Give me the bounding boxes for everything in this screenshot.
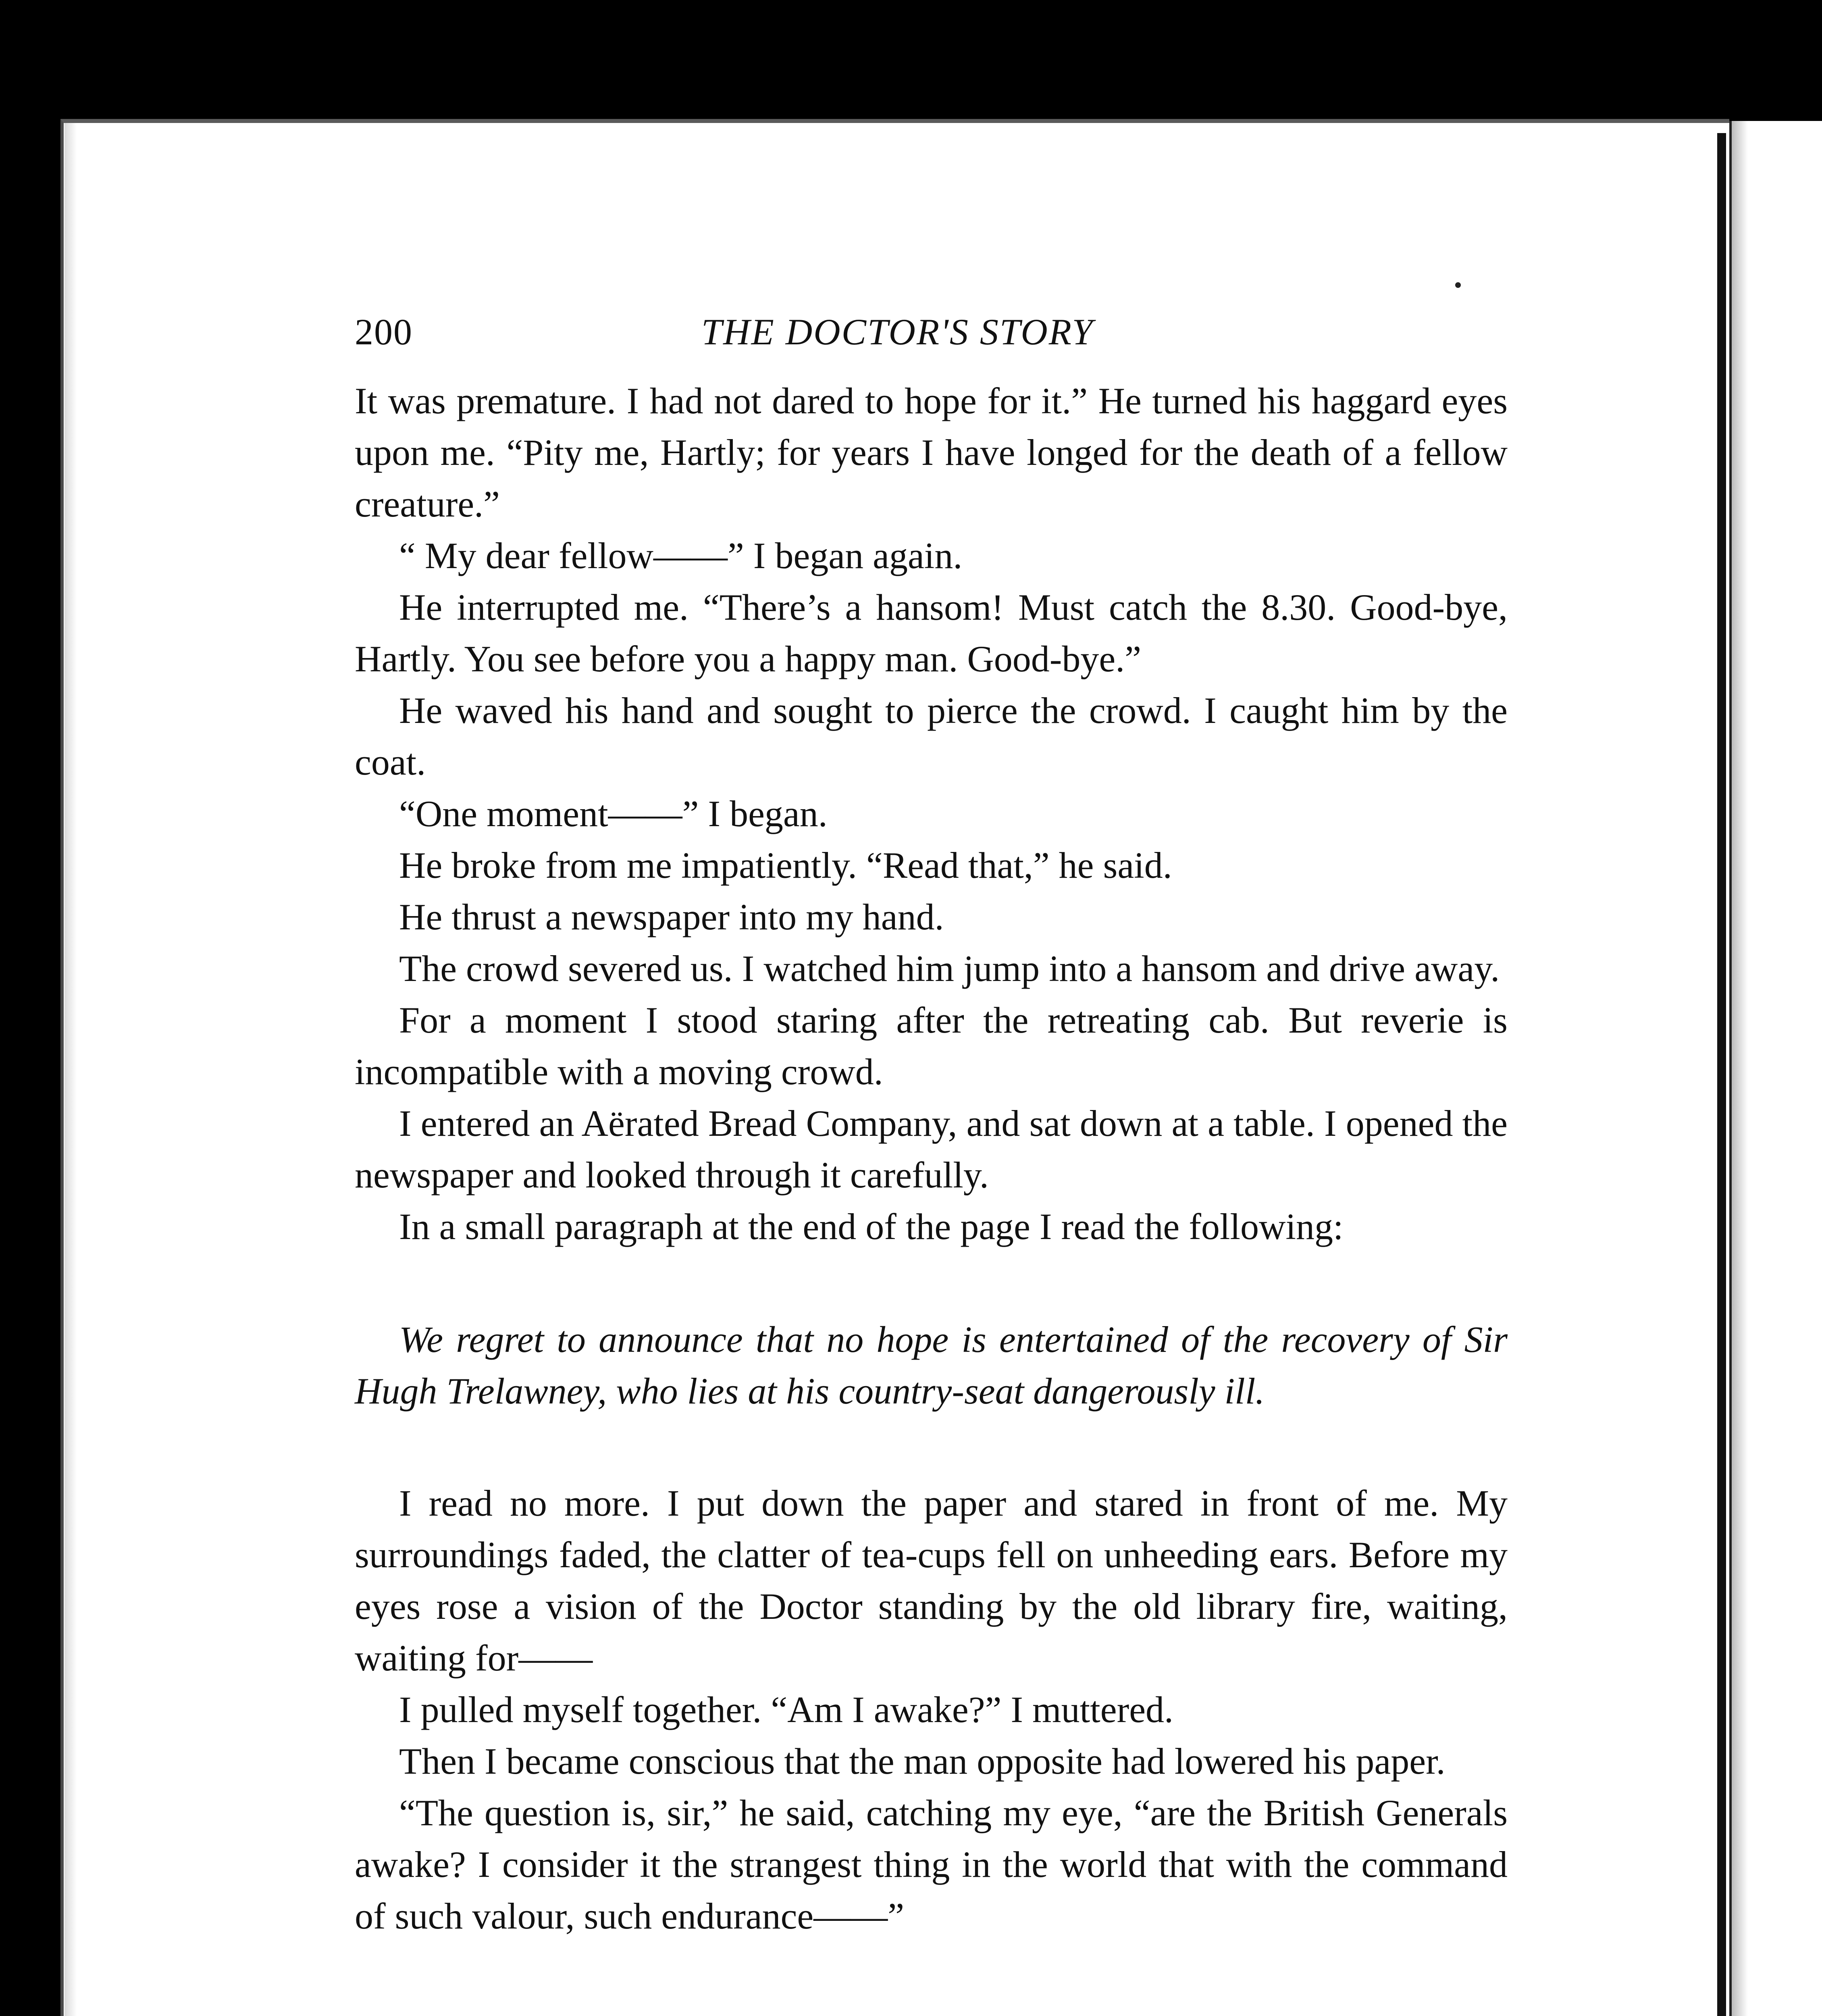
paragraph: The crowd severed us. I watched him jump into a hansom and drive away.	[399, 948, 1500, 989]
paragraph: He broke from me impatiently. “Read that,” he said.	[399, 845, 1172, 886]
paragraph: “ My dear fellow——” I began again.	[399, 535, 963, 576]
paragraph: In a small paragraph at the end of the page I read the following:	[399, 1206, 1344, 1247]
page-header	[355, 310, 1508, 359]
paragraph: I entered an Aërated Bread Company, and sat down at a table. I opened the newspaper and looked through it carefully.	[355, 1103, 1508, 1195]
paragraph: He interrupted me. “There’s a hansom! Must catch the 8.30. Good-bye, Hartly. You see before you a happy man. Good-bye.”	[355, 587, 1508, 679]
paragraph: “One moment——” I began.	[399, 793, 828, 834]
paragraph: Then I became conscious that the man opposite had lowered his paper.	[399, 1741, 1446, 1782]
paragraph: “The question is, sir,” he said, catching my eye, “are the British Generals awake? I consider it the strangest thing in the world that with the command of such valour, such endurance——”	[355, 1792, 1508, 1937]
page-gutter	[1717, 133, 1726, 2016]
running-head: THE DOCTOR'S STORY	[701, 311, 1094, 352]
dust-speck	[1455, 282, 1461, 288]
newspaper-quote: We regret to announce that no hope is entertained of the recovery of Sir Hugh Trelawney, who lies at his country-seat dangerously ill.	[355, 1319, 1508, 1412]
paragraph: For a moment I stood staring after the retreating cab. But reverie is incompatible with a moving crowd.	[355, 1000, 1508, 1092]
paragraph: He thrust a newspaper into my hand.	[399, 896, 944, 937]
paragraph: I read no more. I put down the paper and stared in front of me. My surroundings faded, the clatter of tea-cups fell on unheeding ears. Before my eyes rose a vision of the Doctor standing by the old library fire, waiting, waiting for——	[355, 1483, 1508, 1679]
page-binding-shadow	[64, 123, 77, 2016]
paragraph: I pulled myself together. “Am I awake?” I muttered.	[399, 1689, 1174, 1730]
body-text	[355, 375, 1508, 1942]
page-number: 200	[355, 311, 413, 352]
adjacent-page-shadow	[1732, 121, 1748, 2016]
paragraph: It was premature. I had not dared to hope for it.” He turned his haggard eyes upon me. “Pity me, Hartly; for years I have longed for the death of a fellow creature.”	[355, 380, 1508, 525]
paragraph: He waved his hand and sought to pierce the crowd. I caught him by the coat.	[355, 690, 1508, 783]
